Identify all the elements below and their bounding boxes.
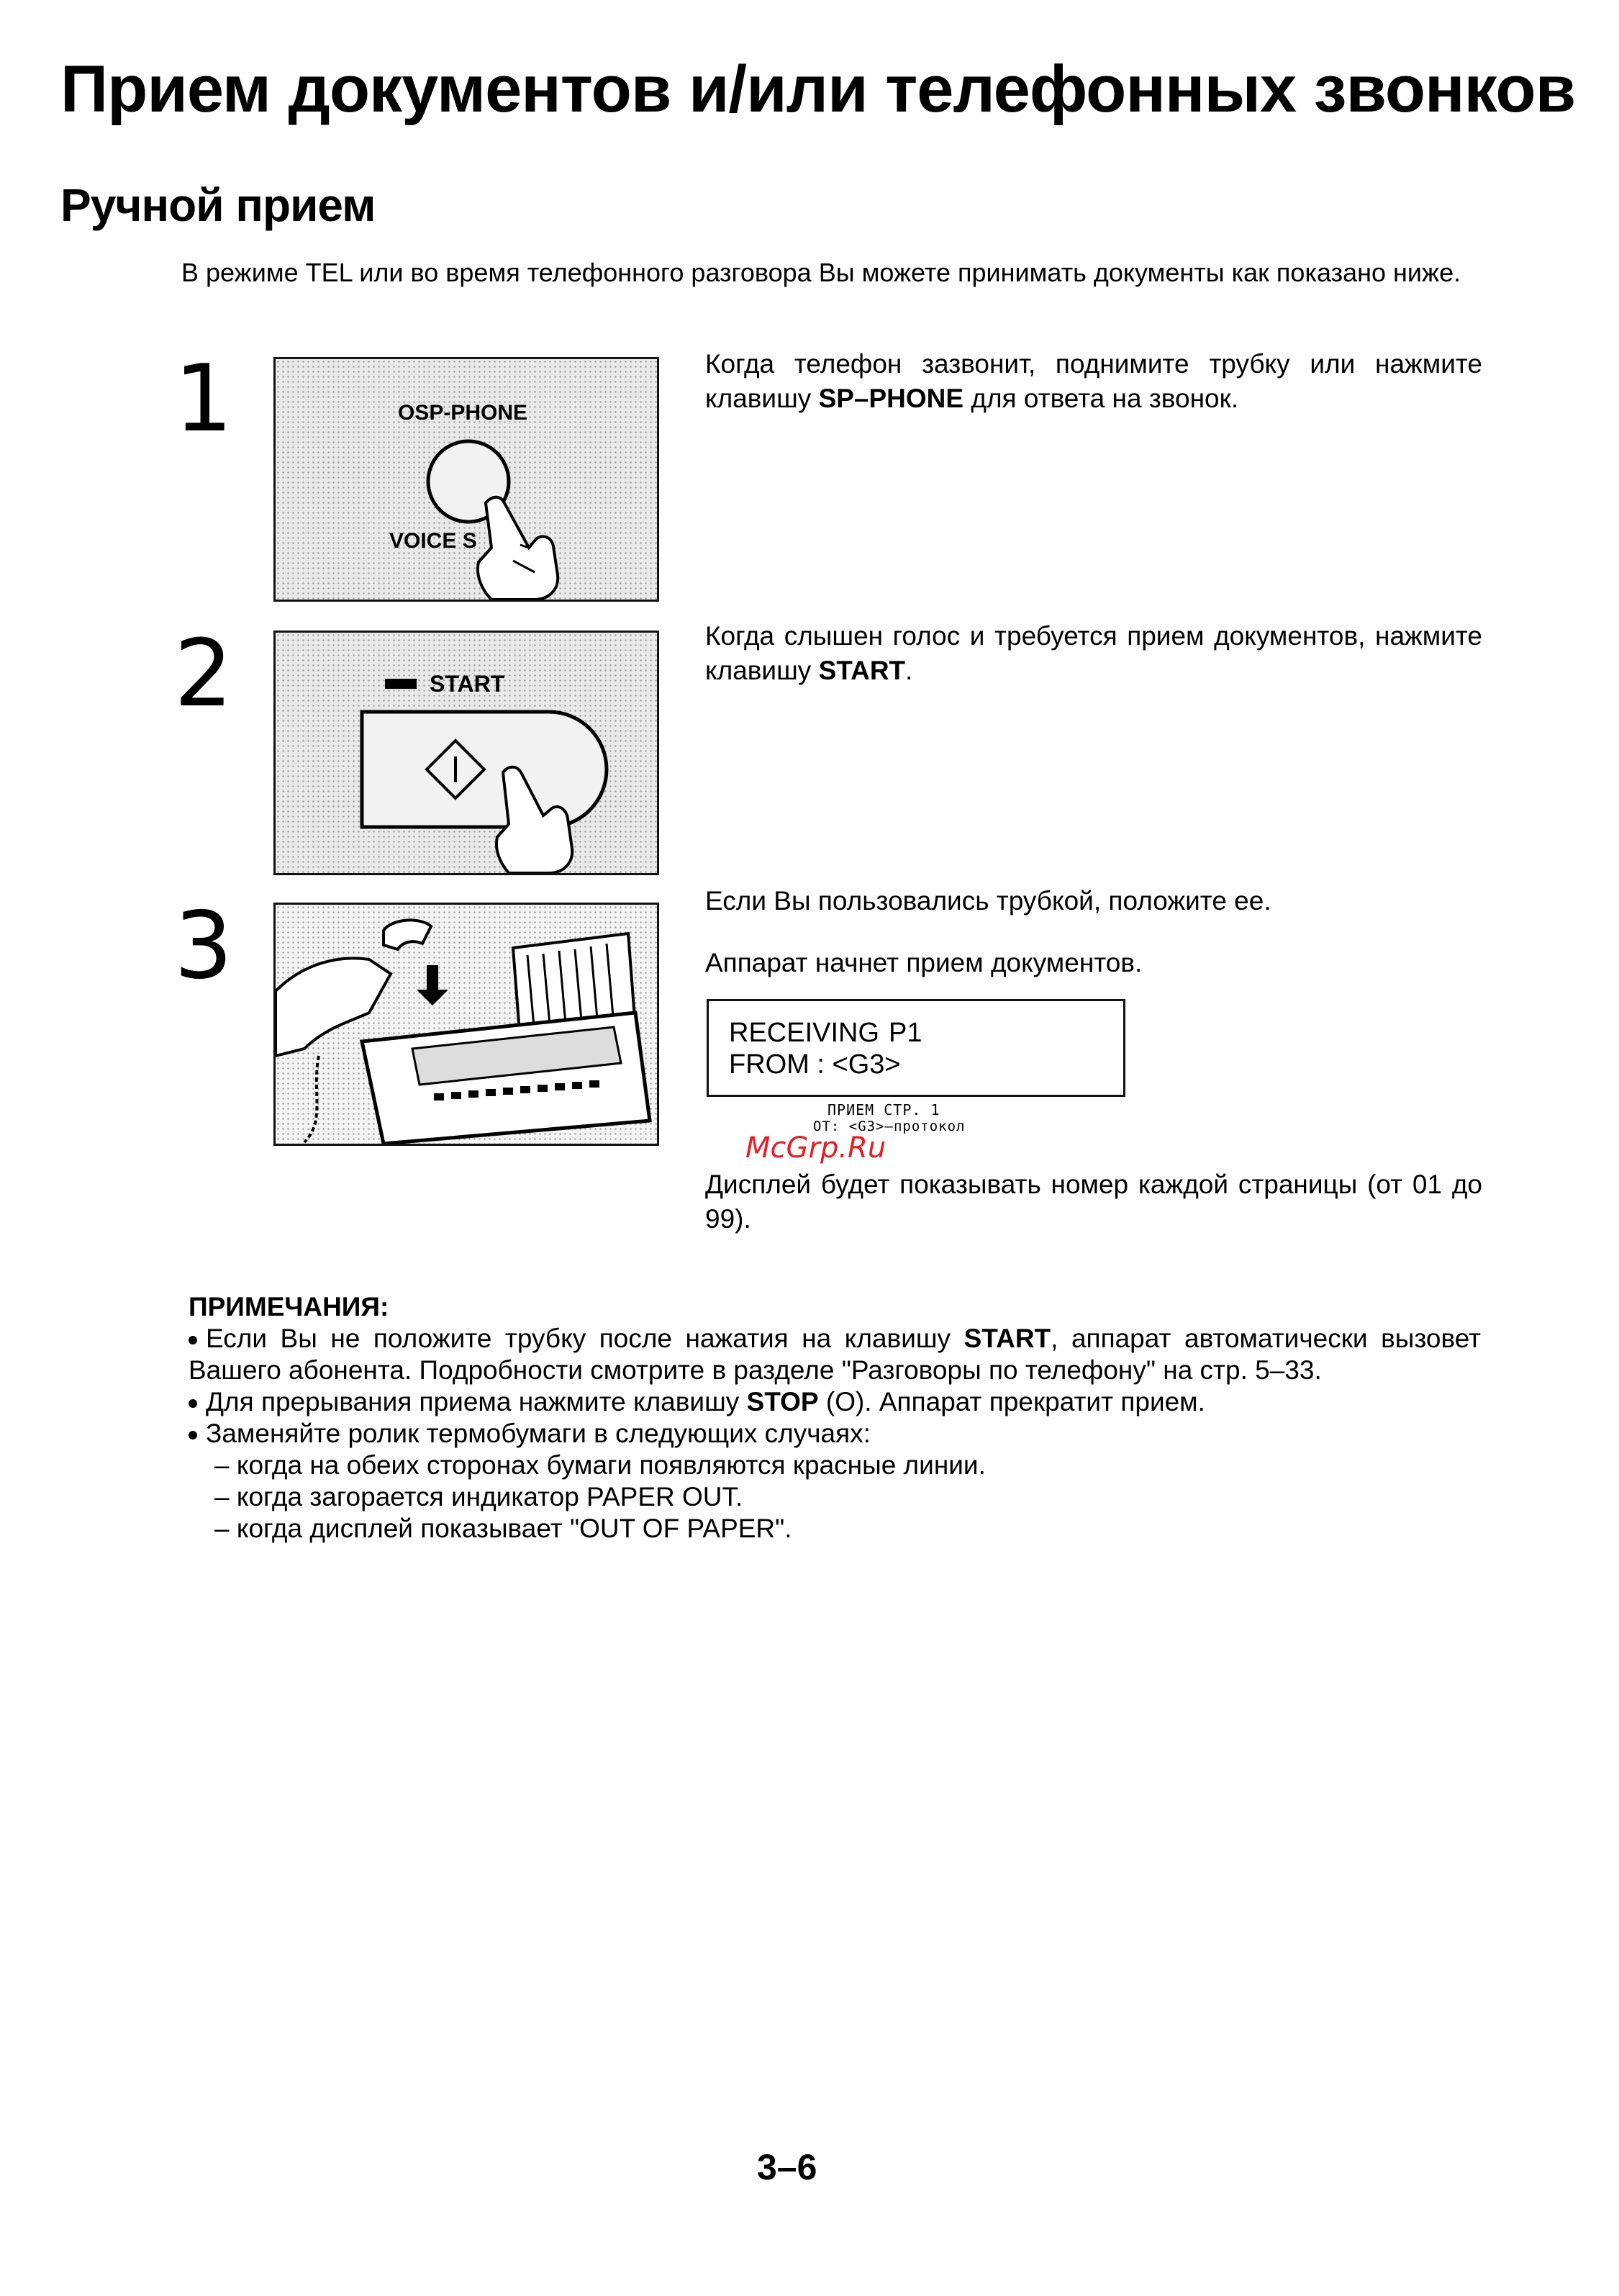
step-3-text-2: Аппарат начнет прием документов. [705,948,1143,977]
page-number: 3–6 [757,2147,817,2187]
step-3-text-1: Если Вы пользовались трубкой, положите ее. [705,886,1271,916]
intro-text: В режиме TEL или во время телефонного разговора Вы можете принимать документы как показано ниже. [181,258,1461,287]
start-indicator-lamp [385,679,417,689]
handset-drawing [384,920,431,949]
phone-cord-drawing [304,1056,319,1142]
sp-phone-press-illustration [276,359,657,600]
lcd-page: P1 [889,1018,922,1048]
bullet-icon [189,1399,197,1408]
start-press-illustration [276,633,657,873]
lcd-display [707,999,1125,1097]
notes-heading: ПРИМЕЧАНИЯ: [189,1292,389,1321]
step-2-number: 2 [174,620,233,728]
step-1-number: 1 [174,345,233,453]
down-arrow-icon [417,965,448,1005]
lcd-line-2: FROM : <G3> [729,1049,901,1080]
start-label: START [430,671,505,697]
osp-phone-label: OSP-PHONE [398,401,528,425]
note-subitem: – когда дисплей показывает "OUT OF PAPER". [214,1514,792,1543]
step-3-illustration [273,903,659,1146]
watermark: McGrp.Ru [745,1131,886,1165]
pressing-hand-drawing [478,497,558,600]
note-subitem: – когда загорается индикатор PAPER OUT. [214,1482,743,1511]
note-item-2: Для прерывания приема нажмите клавишу STOP (O). Аппарат прекратит прием. [189,1386,1481,1418]
step-3-number: 3 [174,892,233,1000]
lcd-translation-line-1: ПРИЕМ СТР. 1 [827,1101,940,1118]
note-subitem: – когда на обеих сторонах бумаги появляются красные линии. [214,1450,986,1480]
step-1-text: Когда телефон зазвонит, поднимите трубку или нажмите клавишу SP–PHONE для ответа на звонок. [705,349,1482,413]
voice-label: VOICE S [389,529,477,553]
bullet-icon [189,1431,197,1439]
start-key-name: START [818,656,906,685]
step-2-text: Когда слышен голос и требуется прием документов, нажмите клавишу START. [705,621,1482,685]
page-title: Прием документов и/или телефонных звонков [60,53,1576,126]
fax-handset-illustration [276,905,657,1144]
step-3-text-3: Дисплей будет показывать номер каждой страницы (от 01 до 99). [705,1170,1482,1234]
section-title: Ручной прием [60,179,376,231]
step-1-illustration [273,357,659,602]
note-item-3: Заменяйте ролик термобумаги в следующих случаях: [189,1418,1481,1450]
step-2-illustration [273,631,659,875]
notes-section [189,1291,1481,1545]
note-item-1: Если Вы не положите трубку после нажатия на клавишу START, аппарат автоматически вызовет Вашего абонента. Подробности смотрите в разделе "Разговоры по телефону" на стр. 5–33. [189,1324,1481,1385]
bullet-icon [189,1336,197,1344]
sp-phone-key-name: SP–PHONE [818,384,964,413]
lcd-translation-line-2: ОТ: <G3>–протокол [813,1118,966,1134]
lcd-line-1: RECEIVING [729,1018,880,1048]
